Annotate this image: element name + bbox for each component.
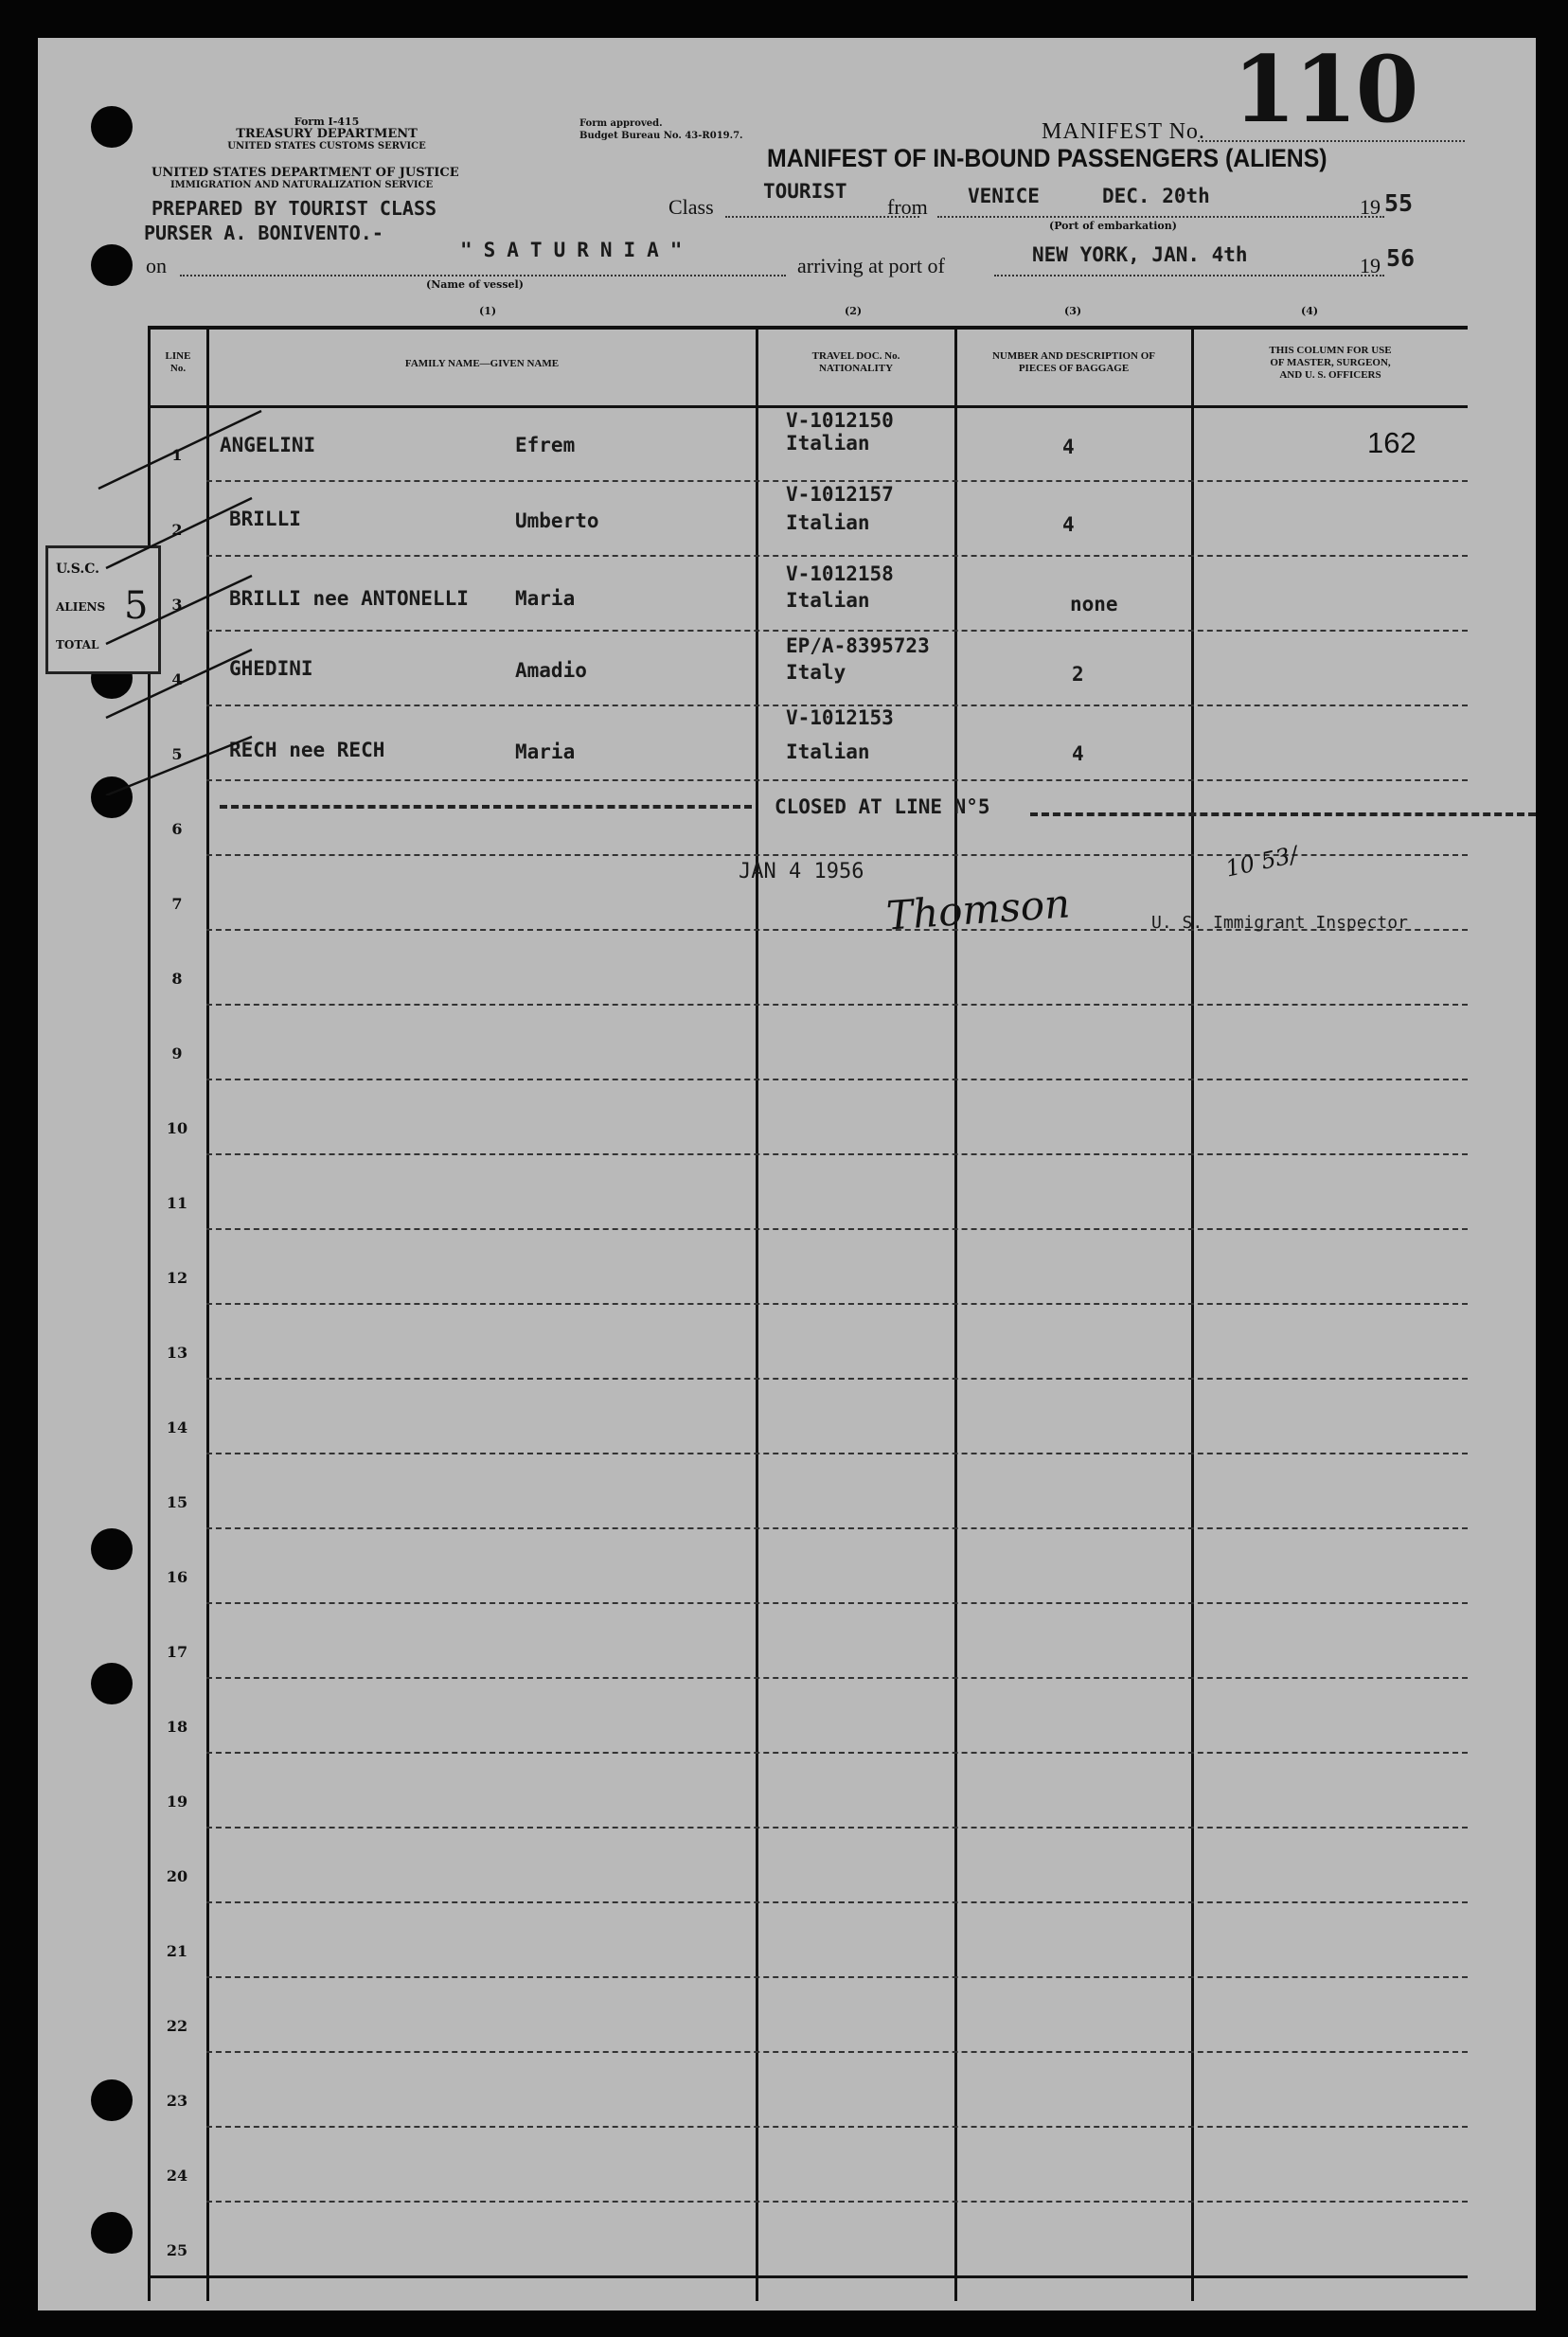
row-line bbox=[206, 2201, 1468, 2203]
line-number: 9 bbox=[171, 1044, 183, 1062]
column-divider bbox=[954, 326, 957, 2301]
vessel-name: "SATURNIA" bbox=[460, 239, 694, 261]
row-line bbox=[206, 1901, 1468, 1903]
row-line bbox=[206, 779, 1468, 781]
column-number: (4) bbox=[1301, 305, 1319, 317]
line-number: 13 bbox=[166, 1344, 188, 1362]
arriving-label: arriving at port of bbox=[797, 254, 945, 277]
nationality: Italian bbox=[786, 589, 870, 612]
family-name: ANGELINI bbox=[220, 434, 316, 456]
inspector-title: U. S. Immigrant Inspector bbox=[1151, 913, 1408, 933]
column-number: (2) bbox=[845, 305, 863, 317]
line-number: 5 bbox=[171, 745, 183, 763]
dotted-leader bbox=[994, 275, 1384, 277]
baggage: 2 bbox=[1072, 663, 1084, 686]
closed-note: CLOSED AT LINE N°5 bbox=[775, 795, 990, 818]
travel-doc: V-1012158 bbox=[786, 562, 894, 585]
name-header: FAMILY NAME—GIVEN NAME bbox=[404, 358, 560, 369]
row-line bbox=[206, 630, 1468, 632]
travel-doc: V-1012153 bbox=[786, 706, 894, 729]
row-line bbox=[206, 1079, 1468, 1080]
from-label: from bbox=[887, 195, 928, 219]
given-name: Maria bbox=[515, 587, 576, 610]
column-divider bbox=[1191, 326, 1194, 2301]
baggage: none bbox=[1070, 593, 1118, 615]
manifest-label: MANIFEST No. bbox=[1042, 119, 1205, 144]
family-name: RECH nee RECH bbox=[229, 739, 385, 761]
line-number: 17 bbox=[166, 1643, 188, 1661]
row-line bbox=[206, 1527, 1468, 1529]
line-number: 19 bbox=[166, 1793, 188, 1811]
stamp-date: JAN 4 1956 bbox=[739, 860, 864, 883]
given-name: Maria bbox=[515, 740, 576, 763]
given-name: Efrem bbox=[515, 434, 576, 456]
justice-block: UNITED STATES DEPARTMENT OF JUSTICE IMMIGRATION AND NATURALIZATION SERVICE bbox=[151, 166, 459, 190]
nationality: Italy bbox=[786, 661, 846, 684]
line-number: 24 bbox=[166, 2167, 188, 2185]
punch-hole bbox=[91, 2212, 133, 2254]
arrival-year: 56 bbox=[1386, 244, 1416, 272]
year2-prefix: 19 bbox=[1360, 254, 1381, 277]
time-note: 10 53/ bbox=[1222, 841, 1300, 883]
line-number: 4 bbox=[171, 670, 183, 688]
purser-name: PURSER A. BONIVENTO.- bbox=[144, 222, 383, 244]
class-value: TOURIST bbox=[763, 180, 847, 203]
line-number: 20 bbox=[166, 1867, 188, 1885]
line-number: 23 bbox=[166, 2092, 188, 2110]
row-line bbox=[206, 555, 1468, 557]
row-line bbox=[206, 480, 1468, 482]
column-divider bbox=[756, 326, 758, 2301]
closing-dash-line bbox=[1030, 812, 1536, 816]
nationality: Italian bbox=[786, 432, 870, 455]
form-block: Form I-415 TREASURY DEPARTMENT UNITED STATES CUSTOMS SERVICE bbox=[227, 116, 426, 152]
dotted-leader bbox=[937, 216, 1384, 218]
punch-hole bbox=[91, 2079, 133, 2121]
row-line bbox=[206, 1228, 1468, 1230]
on-label: on bbox=[146, 254, 167, 277]
row-line bbox=[206, 1153, 1468, 1155]
row-line bbox=[206, 1677, 1468, 1679]
travel-doc: EP/A-8395723 bbox=[786, 634, 930, 657]
row-line bbox=[206, 1976, 1468, 1978]
punch-hole bbox=[91, 1528, 133, 1570]
approval-block: Form approved. Budget Bureau No. 43-R019.7. bbox=[579, 118, 743, 141]
line-number: 21 bbox=[166, 1942, 188, 1960]
manifest-number: 110 bbox=[1233, 36, 1417, 143]
officer-note: 162 bbox=[1367, 426, 1417, 459]
line-number: 10 bbox=[166, 1119, 188, 1137]
line-number: 14 bbox=[166, 1418, 188, 1436]
punch-hole bbox=[91, 1663, 133, 1704]
travel-doc: V-1012157 bbox=[786, 483, 894, 506]
line-number: 6 bbox=[171, 820, 183, 838]
line-number: 16 bbox=[166, 1568, 188, 1586]
given-name: Umberto bbox=[515, 509, 599, 532]
line-number: 25 bbox=[166, 2241, 188, 2259]
table-top-border bbox=[148, 326, 1468, 330]
header-divider bbox=[148, 405, 1468, 408]
doc-header: TRAVEL DOC. No. NATIONALITY bbox=[811, 350, 900, 374]
line-number: 2 bbox=[171, 521, 183, 539]
line-number: 3 bbox=[171, 596, 183, 614]
arrival-port: NEW YORK, JAN. 4th bbox=[1032, 243, 1248, 266]
family-name: GHEDINI bbox=[229, 657, 313, 680]
travel-doc: V-1012150 bbox=[786, 409, 894, 432]
departure-date: DEC. 20th bbox=[1102, 185, 1210, 207]
class-label: Class bbox=[668, 195, 714, 219]
row-line bbox=[206, 2126, 1468, 2128]
closing-dash-line bbox=[220, 805, 752, 809]
row-line bbox=[206, 2051, 1468, 2053]
row-line bbox=[206, 1303, 1468, 1305]
family-name: BRILLI bbox=[229, 508, 301, 530]
line-number: 1 bbox=[171, 446, 183, 464]
given-name: Amadio bbox=[515, 659, 587, 682]
departure-year: 55 bbox=[1384, 189, 1414, 217]
row-line bbox=[206, 1004, 1468, 1006]
line-number: 15 bbox=[166, 1493, 188, 1511]
prepared-by: PREPARED BY TOURIST CLASS bbox=[151, 197, 437, 220]
embarkation-note: (Port of embarkation) bbox=[1049, 220, 1177, 232]
table-bottom-border bbox=[148, 2275, 1468, 2278]
column-number: (1) bbox=[479, 305, 497, 317]
line-number: 11 bbox=[166, 1194, 188, 1212]
baggage: 4 bbox=[1062, 436, 1075, 458]
line-number: 8 bbox=[171, 970, 183, 988]
from-value: VENICE bbox=[968, 185, 1040, 207]
officers-header: THIS COLUMN FOR USE OF MASTER, SURGEON, AND U. S. OFFICERS bbox=[1269, 345, 1392, 381]
baggage: 4 bbox=[1062, 513, 1075, 536]
manifest-title: MANIFEST OF IN-BOUND PASSENGERS (ALIENS) bbox=[767, 144, 1327, 172]
row-line bbox=[206, 1602, 1468, 1604]
year-prefix: 19 bbox=[1360, 195, 1381, 219]
usc-stamp: U.S.C. ALIENS 5 TOTAL bbox=[45, 545, 161, 674]
line-number: 22 bbox=[166, 2017, 188, 2035]
row-line bbox=[206, 1827, 1468, 1829]
family-name: BRILLI nee ANTONELLI bbox=[229, 587, 469, 610]
baggage-header: NUMBER AND DESCRIPTION OF PIECES OF BAGGAGE bbox=[991, 350, 1156, 374]
line-number: 18 bbox=[166, 1718, 188, 1736]
inspector-signature: Thomson bbox=[884, 880, 1072, 939]
row-line bbox=[206, 1752, 1468, 1754]
baggage: 4 bbox=[1072, 742, 1084, 765]
row-line bbox=[206, 1453, 1468, 1454]
vessel-note: (Name of vessel) bbox=[426, 278, 524, 291]
manifest-underline bbox=[1198, 140, 1465, 142]
alien-count: 5 bbox=[124, 584, 149, 628]
check-marks bbox=[38, 38, 341, 795]
nationality: Italian bbox=[786, 511, 870, 534]
row-line bbox=[206, 1378, 1468, 1380]
manifest-sheet bbox=[38, 38, 1536, 2310]
nationality: Italian bbox=[786, 740, 870, 763]
line-number: 12 bbox=[166, 1269, 188, 1287]
line-no-header: LINE No. bbox=[165, 350, 191, 374]
line-number: 7 bbox=[171, 895, 183, 913]
column-number: (3) bbox=[1064, 305, 1082, 317]
